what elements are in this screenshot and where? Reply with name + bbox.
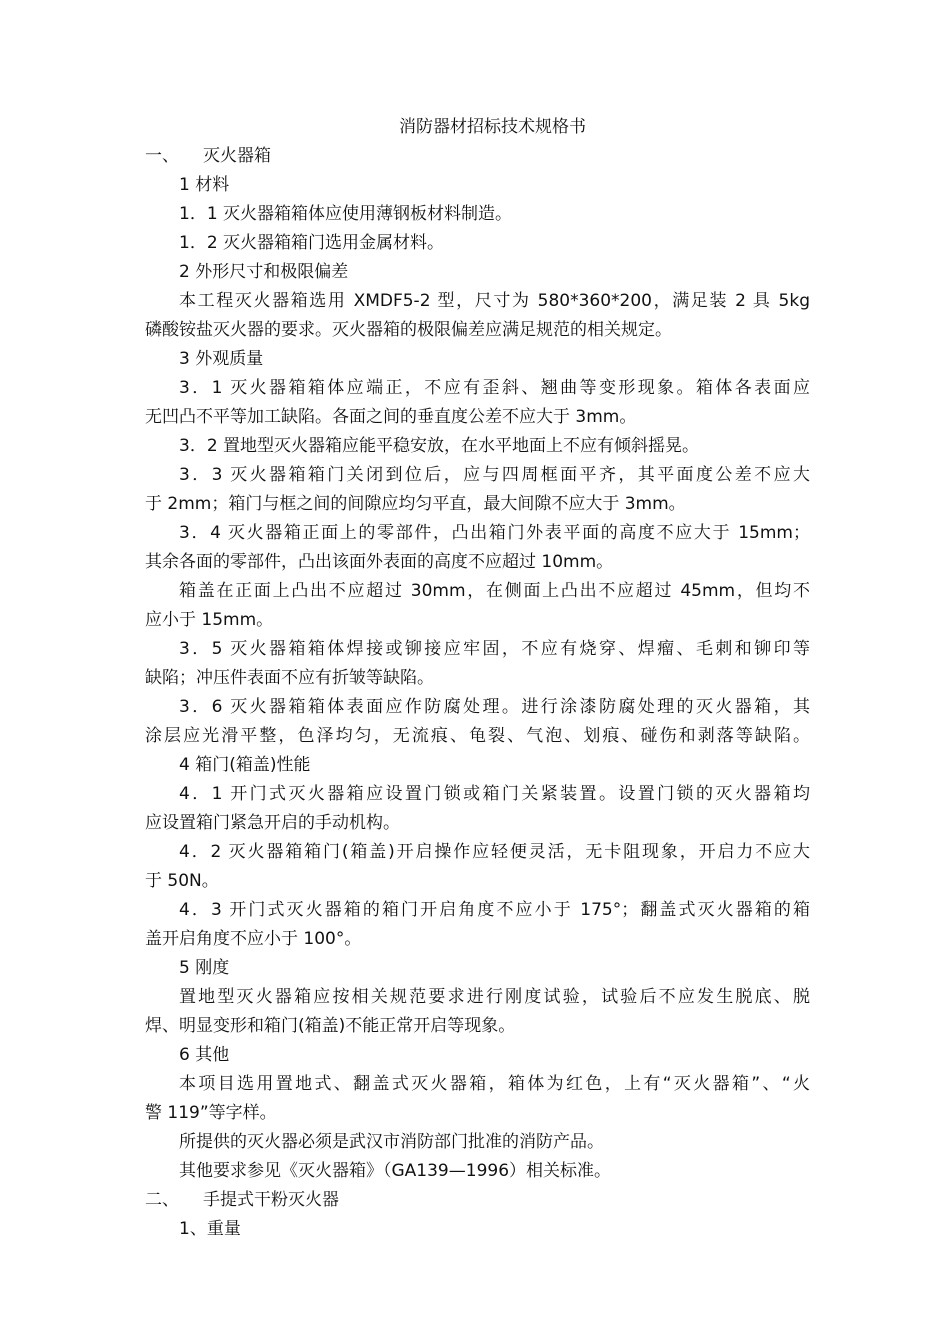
text-line: 6 其他 (179, 1045, 230, 1065)
text-line: 3．5 灭火器箱箱体焊接或铆接应牢固，不应有烧穿、焊瘤、毛刺和铆印等 (179, 639, 810, 659)
section-number: 一、 (145, 146, 179, 166)
text-line: 3．6 灭火器箱箱体表面应作防腐处理。进行涂漆防腐处理的灭火器箱，其 (179, 697, 810, 717)
text-line: 于 50N。 (145, 871, 219, 891)
text-line: 3．1 灭火器箱箱体应端正，不应有歪斜、翘曲等变形现象。箱体各表面应 (179, 378, 810, 398)
text-line: 其余各面的零部件，凸出该面外表面的高度不应超过 10mm。 (145, 552, 614, 572)
text-line: 3．3 灭火器箱箱门关闭到位后，应与四周框面平齐，其平面度公差不应大 (179, 465, 810, 485)
text-line: 1．1 灭火器箱箱体应使用薄钢板材料制造。 (179, 204, 513, 224)
text-line: 无凹凸不平等加工缺陷。各面之间的垂直度公差不应大于 3mm。 (145, 407, 637, 427)
document-title: 消防器材招标技术规格书 (399, 117, 586, 137)
text-line: 4 箱门(箱盖)性能 (179, 755, 311, 775)
text-line: 3．2 置地型灭火器箱应能平稳安放，在水平地面上不应有倾斜摇晃。 (179, 436, 700, 456)
text-line: 箱盖在正面上凸出不应超过 30mm，在侧面上凸出不应超过 45mm，但均不 (179, 581, 810, 601)
text-line: 盖开启角度不应小于 100°。 (145, 929, 362, 949)
text-line: 应设置箱门紧急开启的手动机构。 (145, 813, 400, 833)
text-line: 本工程灭火器箱选用 XMDF5-2 型，尺寸为 580*360*200，满足装 2 具 5kg (179, 291, 810, 311)
text-line: 5 刚度 (179, 958, 230, 978)
text-line: 本项目选用置地式、翻盖式灭火器箱，箱体为红色，上有“灭火器箱”、“火 (179, 1074, 810, 1094)
text-line: 于 2mm；箱门与框之间的间隙应均匀平直，最大间隙不应大于 3mm。 (145, 494, 686, 514)
text-line: 涂层应光滑平整，色泽均匀，无流痕、龟裂、气泡、划痕、碰伤和剥落等缺陷。 (145, 726, 810, 746)
text-line: 4．1 开门式灭火器箱应设置门锁或箱门关紧装置。设置门锁的灭火器箱均 (179, 784, 810, 804)
section-title: 灭火器箱 (203, 146, 271, 166)
text-line: 1 材料 (179, 175, 230, 195)
text-line: 所提供的灭火器必须是武汉市消防部门批准的消防产品。 (179, 1132, 604, 1152)
text-line: 2 外形尺寸和极限偏差 (179, 262, 349, 282)
text-line: 1．2 灭火器箱箱门选用金属材料。 (179, 233, 445, 253)
text-line: 焊、明显变形和箱门(箱盖)不能正常开启等现象。 (145, 1016, 516, 1036)
text-line: 1、重量 (179, 1219, 241, 1239)
text-line: 其他要求参见《灭火器箱》（GA139—1996）相关标准。 (179, 1161, 612, 1181)
text-line: 4．2 灭火器箱箱门(箱盖)开启操作应轻便灵活，无卡阻现象，开启力不应大 (179, 842, 810, 862)
document-body (145, 113, 810, 1244)
text-line: 3．4 灭火器箱正面上的零部件，凸出箱门外表平面的高度不应大于 15mm； (179, 523, 810, 543)
text-line: 应小于 15mm。 (145, 610, 274, 630)
text-line: 置地型灭火器箱应按相关规范要求进行刚度试验，试验后不应发生脱底、脱 (179, 987, 810, 1007)
section-number: 二、 (145, 1190, 179, 1210)
text-line: 警 119”等字样。 (145, 1103, 277, 1123)
section-heading (145, 142, 810, 171)
text-line: 缺陷；冲压件表面不应有折皱等缺陷。 (145, 668, 434, 688)
text-line: 磷酸铵盐灭火器的要求。灭火器箱的极限偏差应满足规范的相关规定。 (145, 320, 672, 340)
document-lines (145, 142, 810, 1244)
text-line: 4．3 开门式灭火器箱的箱门开启角度不应小于 175°；翻盖式灭火器箱的箱 (179, 900, 810, 920)
section-heading (145, 1186, 810, 1215)
text-line: 3 外观质量 (179, 349, 264, 369)
section-title: 手提式干粉灭火器 (203, 1190, 339, 1210)
